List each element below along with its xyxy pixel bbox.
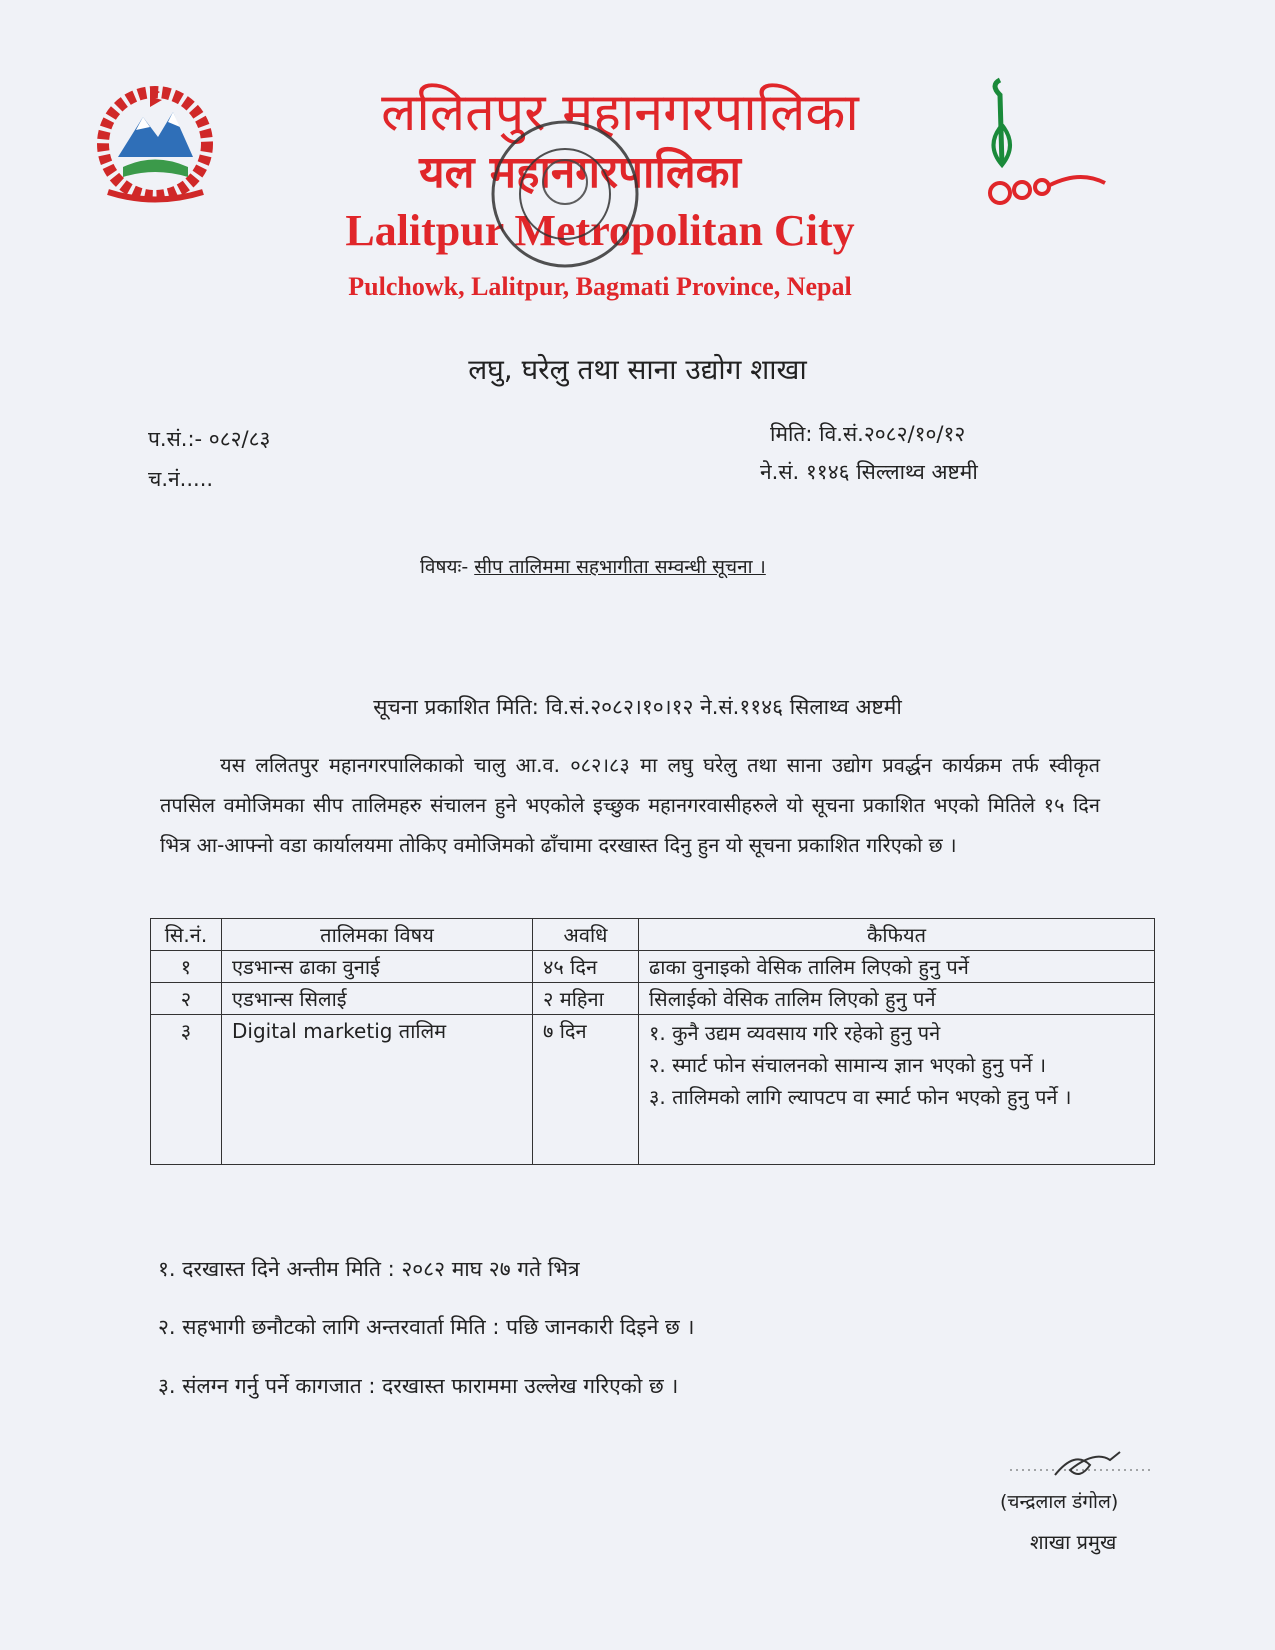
city-name-newari: यल महानगरपालिका	[419, 147, 741, 198]
cell-sn: २	[151, 983, 222, 1015]
cell-subject: एडभान्स सिलाई	[222, 983, 533, 1015]
cell-duration: २ महिना	[533, 983, 639, 1015]
remark-item: ३. तालिमको लागि ल्यापटप वा स्मार्ट फोन भएको हुनु पर्ने ।	[649, 1085, 1072, 1109]
cell-duration: ४५ दिन	[533, 951, 639, 983]
col-remarks: कैफियत	[639, 919, 1155, 951]
published-date: सूचना प्रकाशित मिति: वि.सं.२०८२।१०।१२ ने.सं.११४६ सिलाथ्व अष्टमी	[373, 695, 902, 719]
subject-label: विषयः-	[420, 556, 469, 578]
col-subject: तालिमका विषय	[222, 919, 533, 951]
note-interview: २. सहभागी छनौटको लागि अन्तरवार्ता मिति : पछि जानकारी दिइने छ ।	[158, 1315, 695, 1339]
official-stamp	[485, 112, 645, 277]
subject-line	[420, 553, 766, 579]
dispatch-number: च.नं.....	[148, 467, 214, 491]
letter-date: मिति: वि.सं.२०८२/१०/१२	[770, 422, 966, 446]
note-documents: ३. संलग्न गर्नु पर्ने कागजात : दरखास्त फाराममा उल्लेख गरिएको छ ।	[158, 1374, 679, 1398]
signature	[1000, 1430, 1160, 1490]
cell-subject: एडभान्स ढाका वुनाई	[222, 951, 533, 983]
city-name-nepali: ललितपुर महानगरपालिका	[381, 83, 859, 143]
cell-remarks: ढाका वुनाइको वेसिक तालिम लिएको हुनु पर्ने	[639, 951, 1155, 983]
notice-body: यस ललितपुर महानगरपालिकाको चालु आ.व. ०८२।८३ मा लघु घरेलु तथा साना उद्योग प्रवर्द्धन कार्यक्रम तर्फ स्वीकृत तपसिल वमोजिमका सीप तालिमहरु संचालन हुने भएकोले इच्छुक महानगरवासीहरुले यो सूचना प्रकाशित भएको मितिले १५ दिन भित्र आ-आफ्नो वडा कार्यालयमा तोकिए वमोजिमको ढाँचामा दरखास्त दिनु हुन यो सूचना प्रकाशित गरिएको छ ।	[160, 753, 1100, 857]
table-header-row	[151, 919, 1155, 951]
cell-sn: ३	[151, 1015, 222, 1165]
cell-duration: ७ दिन	[533, 1015, 639, 1165]
cell-sn: १	[151, 951, 222, 983]
remark-item: २. स्मार्ट फोन संचालनको सामान्य ज्ञान भएको हुनु पर्ने ।	[649, 1053, 1047, 1077]
department-title: लघु, घरेलु तथा साना उद्योग शाखा	[468, 353, 807, 386]
signatory-title: शाखा प्रमुख	[1030, 1530, 1117, 1554]
signatory-name: (चन्द्रलाल डंगोल)	[1000, 1491, 1119, 1513]
city-name-english: Lalitpur Metropolitan City	[345, 206, 855, 255]
remark-item: १. कुनै उद्यम व्यवसाय गरि रहेको हुनु पने	[649, 1021, 941, 1045]
letter-number: प.सं.:- ०८२/८३	[148, 427, 271, 451]
col-sn: सि.नं.	[151, 919, 222, 951]
nepal-emblem-logo	[88, 82, 223, 212]
city-symbol-logo	[980, 75, 1110, 210]
table-row	[151, 951, 1155, 983]
table-row	[151, 1015, 1155, 1165]
cell-remarks	[639, 1015, 1155, 1165]
table-row	[151, 983, 1155, 1015]
col-duration: अवधि	[533, 919, 639, 951]
cell-remarks: सिलाईको वेसिक तालिम लिएको हुनु पर्ने	[639, 983, 1155, 1015]
note-deadline: १. दरखास्त दिने अन्तीम मिति : २०८२ माघ २७ गते भित्र	[158, 1257, 580, 1281]
cell-subject: Digital marketig तालिम	[222, 1015, 533, 1165]
city-address: Pulchowk, Lalitpur, Bagmati Province, Nepal	[348, 272, 852, 301]
nepal-sambat-date: ने.सं. ११४६ सिल्लाथ्व अष्टमी	[760, 460, 978, 484]
training-table	[150, 918, 1155, 1165]
subject-text: सीप तालिममा सहभागीता सम्वन्धी सूचना ।	[474, 556, 766, 578]
